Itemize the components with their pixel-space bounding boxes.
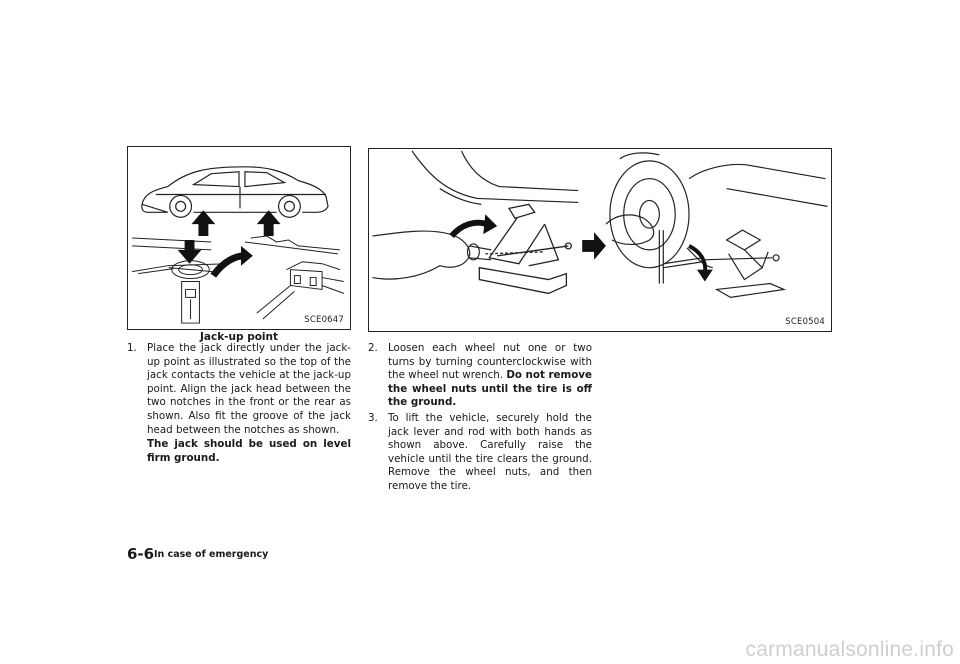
- step-2: [368, 342, 592, 410]
- curved-arrow-icon: [452, 214, 498, 236]
- step-number: 3.: [368, 412, 378, 424]
- figure-loosen-and-lift: [368, 148, 832, 332]
- step-warning: Do not remove the wheel nuts until the tire is off the ground.: [388, 369, 593, 409]
- car-body-illustration: [412, 151, 578, 204]
- figure-code: SCE0647: [304, 315, 344, 325]
- curved-arrow-icon: [213, 246, 253, 276]
- step-text: To lift the vehicle, securely hold the jack lever and rod with both hands as shown above. Carefully raise the vehicle until the tire clears the ground. Remove the wheel nuts, and then remove the tire.: [388, 412, 592, 492]
- figure-code: SCE0504: [785, 317, 825, 327]
- watermark: carmanualsonline.info: [745, 638, 954, 661]
- right-arrow-icon: [582, 232, 606, 260]
- down-arrow-icon: [178, 240, 202, 264]
- step-3: [368, 412, 592, 494]
- section-title: In case of emergency: [154, 549, 269, 560]
- step-1-note: The jack should be used on level firm ground.: [147, 438, 351, 464]
- step-number: 1.: [127, 342, 137, 354]
- hand-with-wrench-icon: [373, 231, 492, 279]
- page-number: 6-6: [127, 545, 155, 563]
- up-arrow-icon: [192, 210, 281, 236]
- scissor-jack-icon: [703, 230, 784, 297]
- figure-caption: Jack-up point: [199, 331, 279, 343]
- step-text: Loosen each wheel nut one or two turns by turning counterclockwise with the wheel nut wrench.: [388, 342, 592, 382]
- step-number: 2.: [368, 342, 378, 354]
- scissor-jack-icon: [479, 204, 571, 293]
- loosen-and-lift-illustration: [369, 149, 831, 331]
- figure-jack-up-point: [127, 146, 351, 330]
- jack-up-point-illustration: [128, 147, 350, 329]
- step-text: Place the jack directly under the jack-up point as illustrated so the top of the jack contacts the vehicle at the jack-up point. Align the jack head between the two notches in the front or the rear as shown. Also fit the groove of the jack head between the notches as shown.: [147, 342, 351, 436]
- step-1: [127, 342, 351, 437]
- car-side-illustration: [142, 167, 328, 217]
- jack-head-detail-illustration: [245, 236, 344, 319]
- wheel-illustration: [610, 153, 828, 268]
